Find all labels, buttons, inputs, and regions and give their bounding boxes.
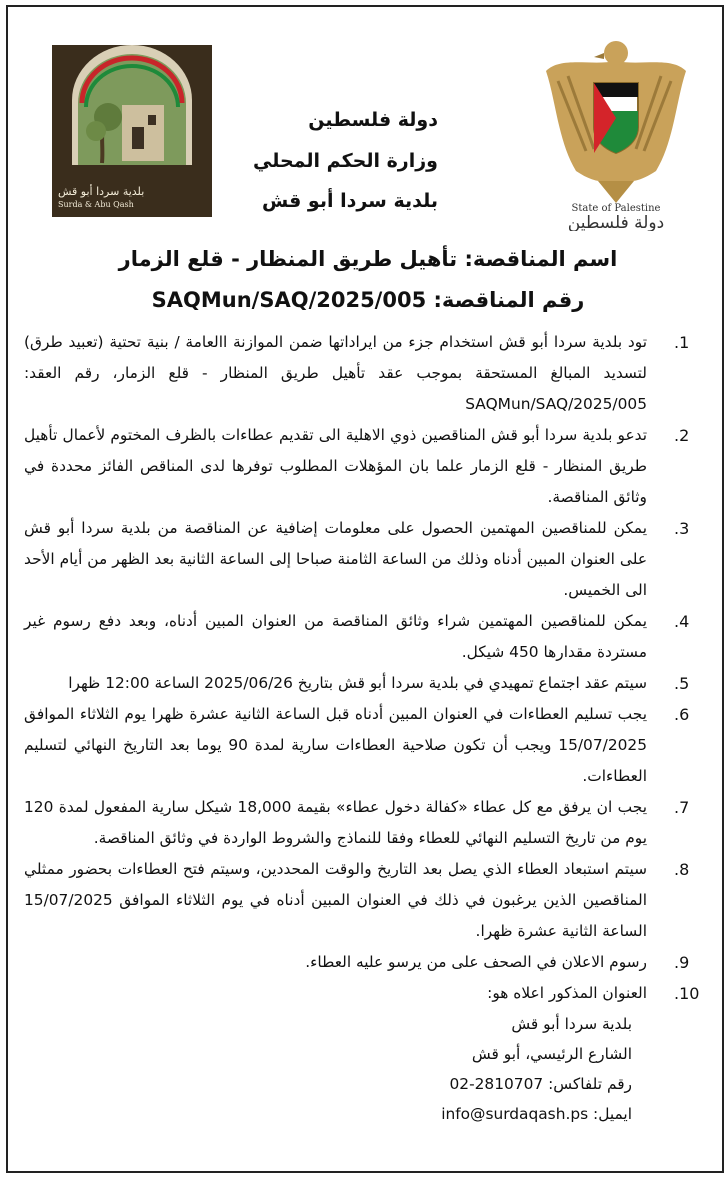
- address-name: بلدية سردا أبو قش: [511, 1015, 632, 1033]
- list-item: [8, 420, 722, 513]
- item-text: تدعو بلدية سردا أبو قش المناقصين ذوي الاهلية الى تقديم عطاءات بالظرف المختوم لأعمال تأهيل طريق المنظار - قلع الزمار علما بان المؤهلات المطلوب توفرها لدى المناقص الفائز محددة في وثائق المناقصة.: [24, 426, 647, 506]
- list-item: [8, 978, 722, 1009]
- palestine-emblem: [536, 31, 696, 231]
- logo-name-ar: بلدية سردا أبو قش: [58, 185, 145, 198]
- item-text: تود بلدية سردا أبو قش استخدام جزء من ايراداتها ضمن الموازنة االعامة / بنية تحتية (تعبيد طرق) لتسديد المبالغ المستحقة بموجب عقد تأهيل طريق المنظار - قلع الزمار، رقم العقد: SAQMun/SAQ/2025/005: [24, 333, 647, 413]
- item-text: سيتم عقد اجتماع تمهيدي في بلدية سردا أبو قش بتاريخ 2025/06/26 الساعة 12:00 ظهرا: [68, 674, 647, 692]
- address-email: [8, 1099, 632, 1129]
- email-address[interactable]: info@surdaqash.ps: [441, 1105, 589, 1123]
- clauses-list: [8, 327, 722, 1129]
- item-text: يمكن للمناقصين المهتمين شراء وثائق المناقصة من العنوان المبين أدناه، وبعد دفع رسوم غير مستردة مقدارها 450 شيكل.: [24, 612, 647, 661]
- item-number: 7.: [674, 798, 690, 817]
- municipality-logo: [52, 45, 212, 217]
- list-item: [8, 854, 722, 947]
- list-item: [8, 513, 722, 606]
- logo-name-en: Surda & Abu Qash: [58, 200, 134, 209]
- item-number: 10.: [674, 984, 700, 1003]
- item-text: العنوان المذكور اعلاه هو:: [487, 984, 647, 1002]
- email-label: ايميل:: [593, 1105, 632, 1123]
- address-street: الشارع الرئيسي، أبو قش: [471, 1045, 632, 1063]
- tender-number: SAQMun/SAQ/2025/005: [151, 288, 427, 312]
- item-text: سيتم استبعاد العطاء الذي يصل بعد التاريخ والوقت المحددين، وسيتم فتح العطاءات بحضور ممثلي المناقصين الذين يرغبون في ذلك في العنوان المبين أدناه في يوم الثلاثاء الموافق 15/07/2025 الساعة الثانية عشرة ظهرا.: [24, 860, 647, 940]
- item-number: 8.: [674, 860, 690, 879]
- list-item: [8, 947, 722, 978]
- state-heading: دولة فلسطين: [308, 109, 438, 131]
- eagle-emblem-icon: [536, 31, 696, 231]
- municipality-heading: بلدية سردا أبو قش: [262, 190, 438, 212]
- address-block: [8, 1009, 632, 1129]
- list-item: [8, 327, 722, 420]
- tender-number-label: رقم المناقصة:: [433, 288, 585, 312]
- list-item: [8, 606, 722, 668]
- item-number: 2.: [674, 426, 690, 445]
- item-number: 5.: [674, 674, 690, 693]
- ministry-heading: وزارة الحكم المحلي: [253, 150, 438, 172]
- emblem-caption-ar: دولة فلسطين: [567, 213, 665, 231]
- address-fax: [8, 1069, 632, 1099]
- tender-number-line: [48, 288, 688, 312]
- item-text: يمكن للمناقصين المهتمين الحصول على معلومات إضافية عن المناقصة من بلدية سردا أبو قش على العنوان المبين أدناه وذلك من الساعة الثامنة صباحا إلى الساعة الثانية بعد الظهر من أيام الأحد الى الخميس.: [24, 519, 647, 599]
- fax-number: 02-2810707: [449, 1075, 544, 1093]
- tender-name: اسم المناقصة: تأهيل طريق المنظار - قلع الزمار: [118, 247, 618, 271]
- item-number: 1.: [674, 333, 690, 352]
- list-item: [8, 699, 722, 792]
- item-number: 9.: [674, 953, 690, 972]
- item-text: يجب ان يرفق مع كل عطاء «كفالة دخول عطاء» بقيمة 18,000 شيكل سارية المفعول لمدة 120 يوم من تاريخ التسليم النهائي للعطاء وفقا للنماذج والشروط الواردة في وثائق المناقصة.: [24, 798, 647, 847]
- item-text: رسوم الاعلان في الصحف على من يرسو عليه العطاء.: [305, 953, 647, 971]
- emblem-caption-en: State of Palestine: [571, 203, 661, 214]
- item-number: 3.: [674, 519, 690, 538]
- item-text: يجب تسليم العطاءات في العنوان المبين أدناه قبل الساعة الثانية عشرة ظهرا يوم الثلاثاء الموافق 15/07/2025 ويجب أن تكون صلاحية العطاءات سارية لمدة 90 يوما بعد التاريخ النهائي لتسليم العطاءات.: [24, 705, 647, 785]
- list-item: [8, 668, 722, 699]
- list-item: [8, 792, 722, 854]
- item-number: 4.: [674, 612, 690, 631]
- fax-label: رقم تلفاكس:: [548, 1075, 632, 1093]
- item-number: 6.: [674, 705, 690, 724]
- tender-announcement: [6, 5, 724, 1173]
